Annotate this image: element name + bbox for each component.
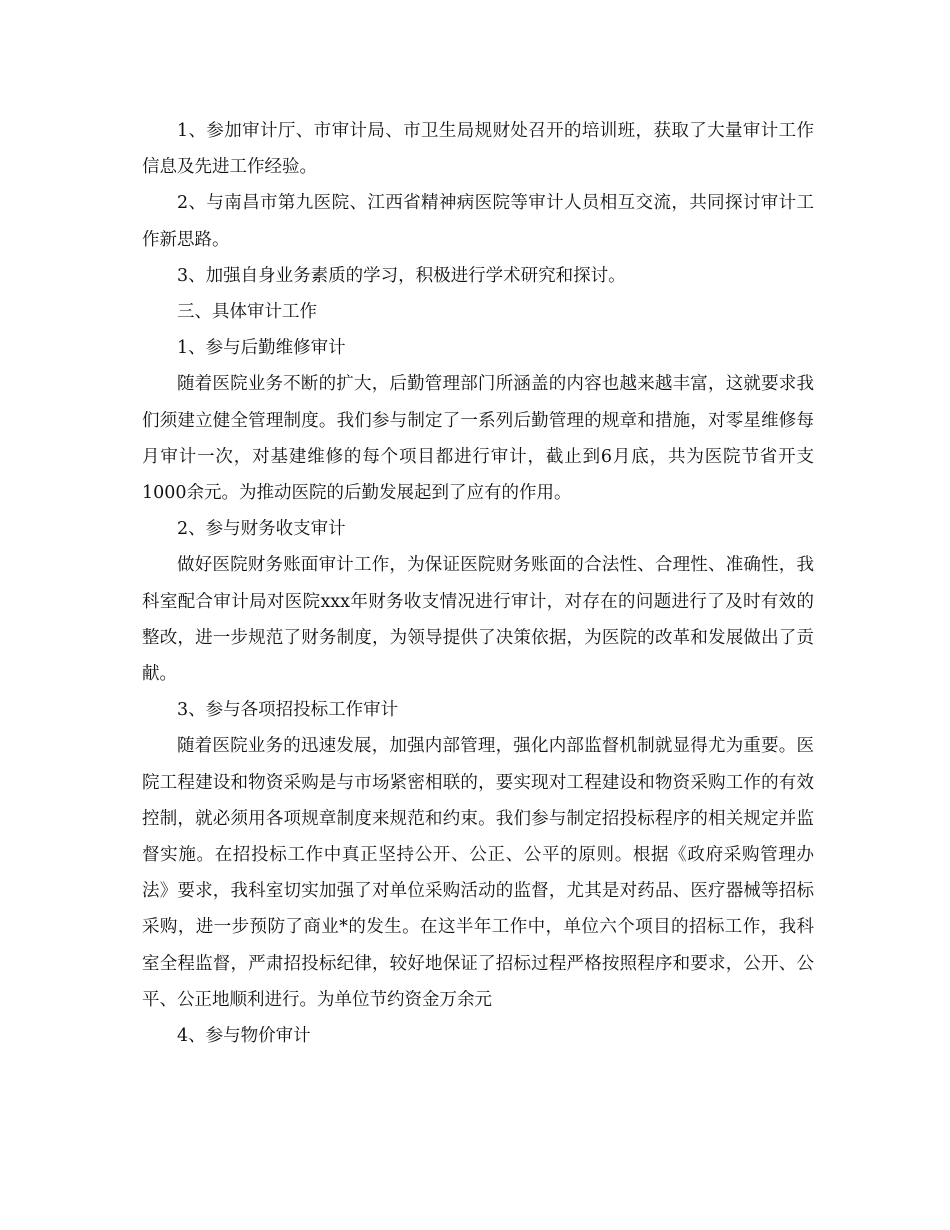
paragraph-finance-audit: 做好医院财务账面审计工作，为保证医院财务账面的合法性、合理性、准确性，我科室配合审计局对医院xxx年财务收支情况进行审计，对存在的问题进行了及时有效的整改，进一步规范了财务制度，为领导提供了决策依据，为医院的改革和发展做出了贡献。 — [142, 555, 814, 685]
section-heading-specific-audit: 三、具体审计工作 — [177, 302, 317, 323]
paragraph-self-study: 3、加强自身业务素质的学习，积极进行学术研究和探讨。 — [177, 265, 626, 286]
subheading-price-audit: 4、参与物价审计 — [177, 1026, 311, 1047]
document-body — [142, 113, 814, 1054]
subheading-tender-audit: 3、参与各项招投标工作审计 — [177, 700, 399, 721]
paragraph-training: 1、参加审计厅、市审计局、市卫生局规财处召开的培训班，获取了大量审计工作信息及先进工作经验。 — [142, 121, 814, 178]
subheading-finance-audit: 2、参与财务收支审计 — [177, 519, 346, 540]
paragraph-exchange: 2、与南昌市第九医院、江西省精神病医院等审计人员相互交流，共同探讨审计工作新思路。 — [142, 193, 814, 250]
paragraph-logistics-audit: 随着医院业务不断的扩大，后勤管理部门所涵盖的内容也越来越丰富，这就要求我们须建立健全管理制度。我们参与制定了一系列后勤管理的规章和措施，对零星维修每月审计一次，对基建维修的每个项目都进行审计，截止到6月底，共为医院节省开支1000余元。为推动医院的后勤发展起到了应有的作用。 — [142, 374, 814, 504]
subheading-logistics-audit: 1、参与后勤维修审计 — [177, 338, 346, 359]
paragraph-tender-audit: 随着医院业务的迅速发展，加强内部管理，强化内部监督机制就显得尤为重要。医院工程建设和物资采购是与市场紧密相联的，要实现对工程建设和物资采购工作的有效控制，就必须用各项规章制度来规范和约束。我们参与制定招投标程序的相关规定并监督实施。在招投标工作中真正坚持公开、公正、公平的原则。根据《政府采购管理办法》要求，我科室切实加强了对单位采购活动的监督，尤其是对药品、医疗器械等招标采购，进一步预防了商业*的发生。在这半年工作中，单位六个项目的招标工作，我科室全程监督，严肃招投标纪律，较好地保证了招标过程严格按照程序和要求，公开、公平、公正地顺利进行。为单位节约资金万余元 — [142, 736, 814, 1010]
